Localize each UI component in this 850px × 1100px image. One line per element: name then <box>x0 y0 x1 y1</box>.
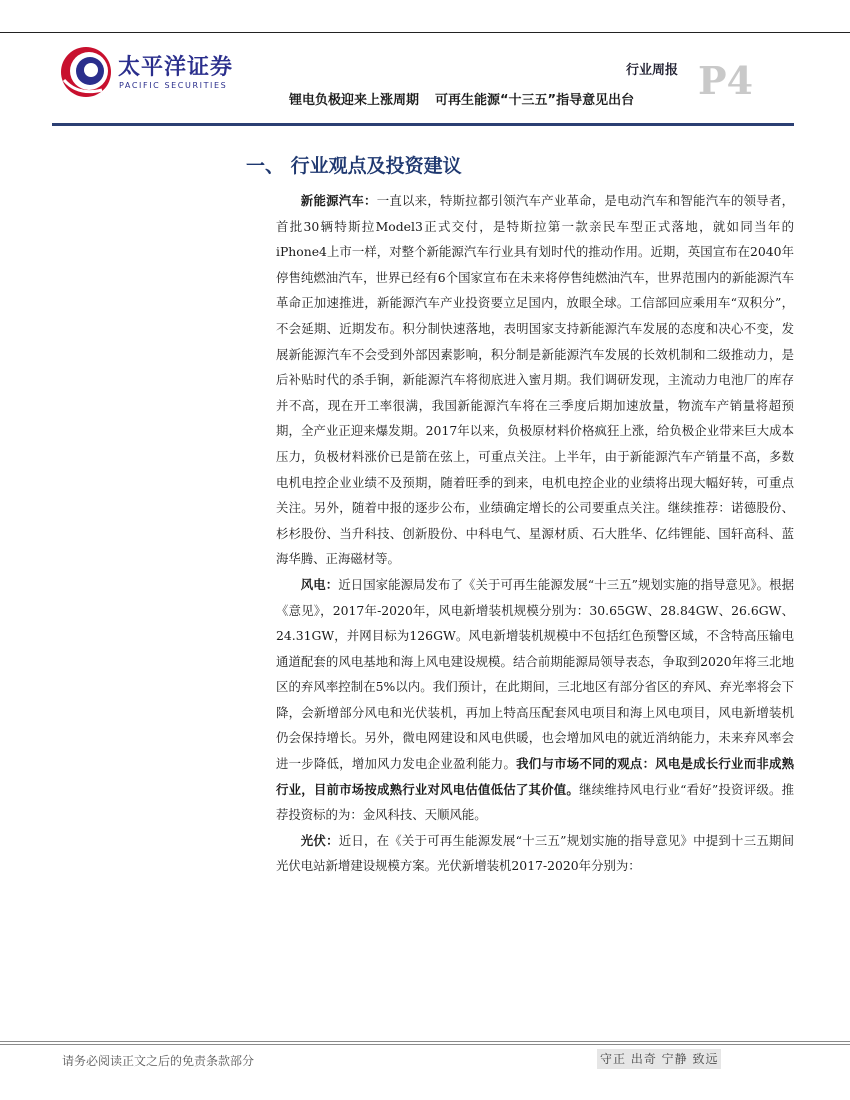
subtitle-right: 可再生能源“十三五”指导意见出台 <box>435 93 635 108</box>
paragraph-bold-view: 我们与市场不同的观点：风电是成长行业而非成熟行业，目前市场按成熟行业对风电估值低估了其价值。 <box>276 756 795 797</box>
paragraph-pv <box>276 828 794 879</box>
paragraph-tail: 继续维持风电行业“看好”投资评级。推荐投资标的为：金风科技、天顺风能。 <box>276 781 795 823</box>
footer-motto: 守正 出奇 宁静 致远 <box>597 1049 721 1069</box>
paragraph-text: 一直以来，特斯拉都引领汽车产业革命，是电动汽车和智能汽车的领导者，首批30辆特斯拉Model3正式交付，是特斯拉第一款亲民车型正式落地，就如同当年的iPhone4上市一样，对整个新能源汽车行业具有划时代的推动作用。近期，英国宣布在2040年停售纯燃油汽车，世界已经有6个国家宣布在未来将停售纯燃油汽车，世界范围内的新能源汽车革命正加速推进，新能源汽车产业投资要立足国内，放眼全球。工信部回应乘用车“双积分”，不会延期、近期发布。积分制快速落地，表明国家支持新能源汽车发展的态度和决心不变，发展新能源汽车不会受到外部因素影响，积分制是新能源汽车发展的长效机制和二级推动力，是后补贴时代的杀手锏，新能源汽车将彻底进入蜜月期。我们调研发现，主流动力电池厂的库存并不高，现在开工率很满，我国新能源汽车将在三季度后期加速放量，物流车产销量将超预期，全产业正迎来爆发期。2017年以来，负极原材料价格疯狂上涨，给负极企业带来巨大成本压力，负极材料涨价已是箭在弦上，可重点关注。上半年，由于新能源汽车产销量不高，多数电机电控企业业绩不及预期，随着旺季的到来，电机电控企业的业绩将出现大幅好转，可重点关注。另外，随着中报的逐步公布，业绩确定增长的公司要重点关注。继续推荐：诺德股份、杉杉股份、当升科技、创新股份、中科电气、星源材质、石大胜华、亿纬锂能、国轩高科、蓝海华腾、正海磁材等。 <box>276 193 795 567</box>
paragraph-nev <box>276 188 794 572</box>
footer-disclaimer: 请务必阅读正文之后的免责条款部分 <box>62 1054 255 1068</box>
company-logo <box>58 44 288 104</box>
section-title: 一、 行业观点及投资建议 <box>246 155 462 177</box>
paragraph-lead: 光伏： <box>300 832 339 848</box>
paragraph-lead: 风电： <box>300 576 339 592</box>
logo-cn-text: 太平洋证券 <box>118 55 234 80</box>
logo-en-text: PACIFIC SECURITIES <box>119 81 228 90</box>
body-content <box>276 188 794 879</box>
paragraph-lead: 新能源汽车： <box>300 193 377 208</box>
report-subtitle <box>289 89 650 108</box>
subtitle-left: 锂电负极迎来上涨周期 <box>289 93 420 108</box>
paragraph-wind <box>276 572 794 828</box>
footer-rule <box>0 1041 850 1042</box>
top-rule <box>0 32 850 33</box>
footer-rule <box>0 1044 850 1045</box>
paragraph-text: 近日国家能源局发布了《关于可再生能源发展“十三五”规划实施的指导意见》。根据《意见》，2017年-2020年，风电新增装机规模分别为：30.65GW、28.84GW、26.6GW、24.31GW，并网目标为126GW。风电新增装机规模中不包括红色预警区域，不含特高压输电通道配套的风电基地和海上风电建设规模。结合前期能源局领导表态，争取到2020年将三北地区的弃风率控制在5%以内。我们预计，在此期间，三北地区有部分省区的弃风、弃光率将会下降，会新增部分风电和光伏装机，再加上特高压配套风电项目和海上风电项目，风电新增装机仍会保持增长。另外，微电网建设和风电供暖，也会增加风电的就近消纳能力，未来弃风率会进一步降低，增加风力发电企业盈利能力。 <box>276 576 795 772</box>
page-number: P4 <box>698 58 754 103</box>
header-rule <box>52 123 794 126</box>
paragraph-text: 近日，在《关于可再生能源发展“十三五”规划实施的指导意见》中提到十三五期间光伏电站新增建设规模方案。光伏新增装机2017-2020年分别为： <box>276 832 795 874</box>
report-type: 行业周报 <box>626 63 679 78</box>
logo-mark-icon <box>58 44 114 100</box>
